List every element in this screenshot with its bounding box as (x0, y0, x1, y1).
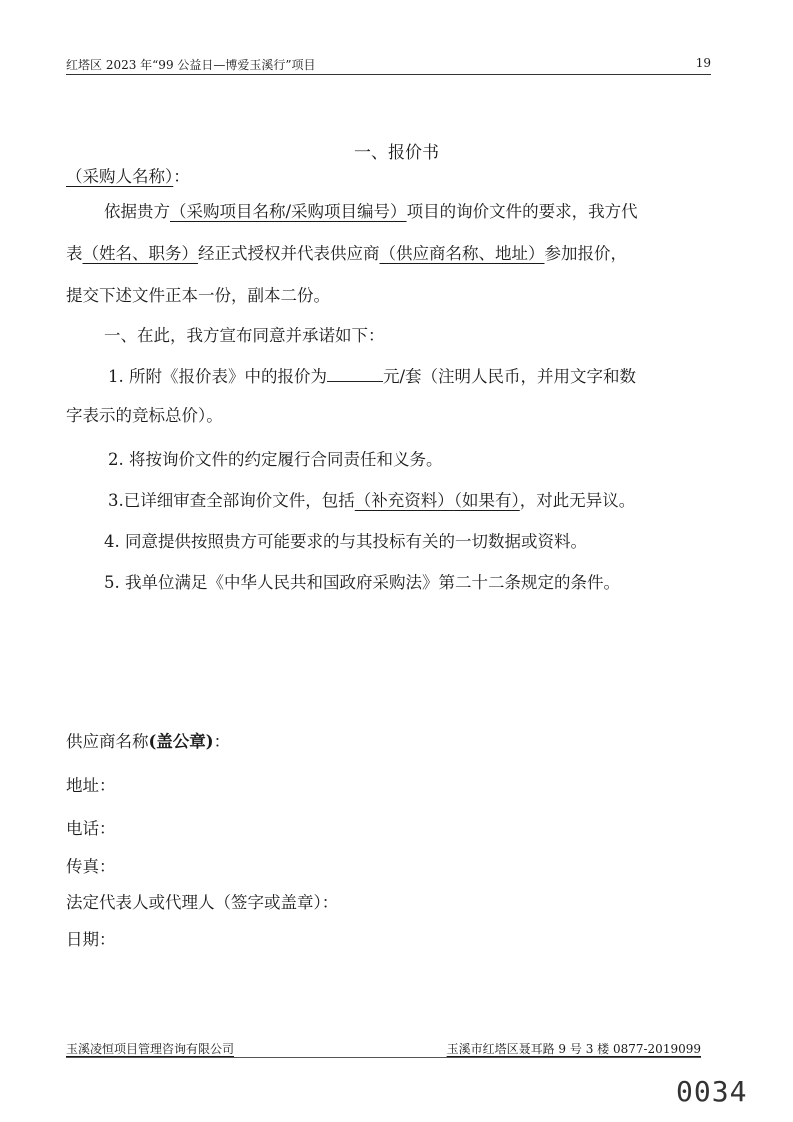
page-stamp-number: 0034 (676, 1075, 748, 1108)
addressee-placeholder: （采购人名称） (66, 167, 174, 186)
address-field: 地址： (66, 776, 116, 795)
para1-line1 (104, 198, 638, 222)
item1-text-b: 元/套（注明人民币，并用文字和数 (383, 367, 637, 386)
para1-text-d: 经正式授权并代表供应商 (198, 244, 380, 263)
project-name-placeholder: （采购项目名称/采购项目编号） (170, 202, 407, 221)
supplementary-docs-placeholder: （补充资料） (354, 491, 454, 510)
fax-field: 传真： (66, 857, 116, 876)
para1-text-e: 参加报价， (544, 244, 627, 263)
page-title: 一、报价书 (354, 143, 439, 163)
commitment-item-5: 5. 我单位满足《中华人民共和国政府采购法》第二十二条规定的条件。 (104, 573, 620, 592)
para1-text-b: 项目的询价文件的要求，我方代 (406, 202, 638, 221)
supplier-name-address-placeholder: （供应商名称、地址） (379, 244, 545, 263)
name-title-placeholder: （姓名、职务） (82, 244, 198, 263)
supplier-name-colon: ： (213, 732, 231, 751)
footer-address: 玉溪市红塔区聂耳路 9 号 3 楼 0877-2019099 (446, 1042, 701, 1056)
commitment-item-1 (108, 363, 636, 387)
commitment-item-3 (108, 487, 635, 511)
para1-line3: 提交下述文件正本一份，副本二份。 (66, 286, 330, 305)
supplier-name-label: 供应商名称 (66, 732, 149, 751)
header-page-number: 19 (695, 56, 711, 70)
item3-text-b: ，对此无异议。 (519, 491, 636, 510)
commitment-item-4: 4. 同意提供按照贵方可能要求的与其投标有关的一切数据或资料。 (104, 532, 587, 551)
header-rule (66, 74, 711, 75)
footer-rule (66, 1057, 701, 1058)
if-any-placeholder: （如果有） (453, 491, 520, 510)
para1-text-a: 依据贵方 (104, 202, 170, 221)
supplier-name-field (66, 728, 230, 752)
commitment-item-1-cont: 字表示的竞标总价）。 (66, 406, 223, 425)
header-project-title: 红塔区 2023 年“99 公益日—博爱玉溪行”项目 (66, 58, 316, 72)
commitment-item-2: 2. 将按询价文件的约定履行合同责任和义务。 (108, 450, 443, 469)
legal-representative-field: 法定代表人或代理人（签字或盖章）： (66, 893, 339, 912)
footer-company: 玉溪凌恒项目管理咨询有限公司 (66, 1042, 235, 1056)
phone-field: 电话： (66, 819, 116, 838)
item3-text-a: 3.已详细审查全部询价文件，包括 (108, 491, 355, 510)
para1-line2 (66, 240, 627, 264)
addressee-colon: ： (173, 167, 190, 186)
item1-text-a: 1. 所附《报价表》中的报价为 (108, 367, 327, 386)
addressee-line (66, 163, 190, 187)
seal-note: (盖公章) (148, 732, 214, 751)
commitment-intro: 一、在此，我方宣布同意并承诺如下： (104, 326, 385, 345)
price-blank (327, 367, 383, 382)
para1-text-c: 表 (66, 244, 83, 263)
date-field: 日期： (66, 930, 116, 949)
